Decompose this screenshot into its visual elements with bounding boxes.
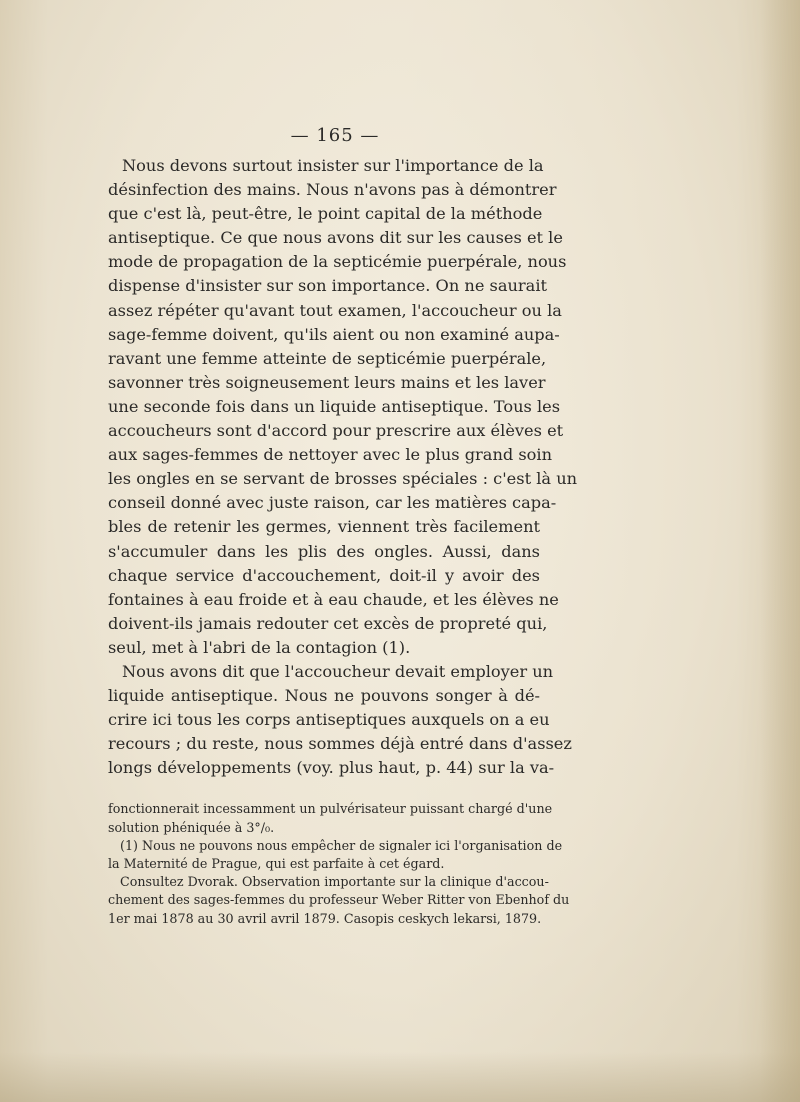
text-line: Nous devons surtout insister sur l'importance de la — [122, 156, 544, 175]
text-line: longs développements (voy. plus haut, p. 44) sur la va- — [108, 758, 555, 778]
text-line: que c'est là, peut-être, le point capital de la méthode — [108, 204, 543, 224]
text-line: aux sages-femmes de nettoyer avec le plus grand soin — [108, 445, 553, 465]
text-line: mode de propagation de la septicémie puerpérale, nous — [108, 252, 567, 272]
text-line: conseil donné avec juste raison, car les matières capa- — [108, 493, 557, 513]
text-line: chaque service d'accouchement, doit-il y avoir des — [108, 565, 540, 585]
text-line: bles de retenir les germes, viennent très facilement — [108, 517, 540, 537]
text-line: doivent-ils jamais redouter cet excès de propreté qui, — [108, 613, 548, 633]
text-line: dispense d'insister sur son importance. On ne saurait — [108, 276, 547, 296]
text-line: seul, met à l'abri de la contagion (1). — [108, 637, 411, 657]
footnotes — [108, 800, 570, 927]
text-line: s'accumuler dans les plis des ongles. Aussi, dans — [108, 541, 540, 561]
text-line: accoucheurs sont d'accord pour prescrire aux élèves et — [108, 421, 564, 441]
page-bottom-shadow — [0, 1052, 800, 1102]
footnote-line: Consultez Dvorak. Observation importante sur la clinique d'accou- — [120, 874, 549, 890]
footnote-line: (1) Nous ne pouvons nous empêcher de signaler ici l'organisation de — [120, 837, 563, 853]
text-line: ravant une femme atteinte de septicémie puerpérale, — [108, 348, 547, 368]
text-line: assez répéter qu'avant tout examen, l'accoucheur ou la — [108, 300, 562, 320]
footnote-line: chement des sages-femmes du professeur Weber Ritter von Ebenhof du — [108, 892, 570, 908]
text-block — [108, 122, 578, 928]
footnote-line: 1er mai 1878 au 30 avril avril 1879. Casopis ceskych lekarsi, 1879. — [108, 910, 542, 926]
text-line: crire ici tous les corps antiseptiques auxquels on a eu — [108, 710, 550, 730]
page-edge-shadow — [760, 0, 800, 1102]
footnote-line: la Maternité de Prague, qui est parfaite à cet égard. — [108, 856, 445, 871]
text-line: antiseptique. Ce que nous avons dit sur les causes et le — [108, 228, 563, 248]
text-line: recours ; du reste, nous sommes déjà entré dans d'assez — [108, 734, 572, 754]
text-line: une seconde fois dans un liquide antiseptique. Tous les — [108, 396, 561, 416]
text-line: liquide antiseptique. Nous ne pouvons songer à dé- — [108, 686, 540, 706]
text-line: désinfection des mains. Nous n'avons pas à démontrer — [108, 180, 557, 200]
text-line: savonner très soigneusement leurs mains et les laver — [108, 372, 546, 392]
page-number: — 165 — — [290, 125, 380, 146]
text-line: sage-femme doivent, qu'ils aient ou non examiné aupa- — [108, 324, 560, 344]
footnote-line: solution phéniquée à 3°/₀. — [108, 819, 275, 835]
main-text — [108, 154, 578, 780]
footnote-line: fonctionnerait incessamment un pulvérisateur puissant chargé d'une — [108, 801, 553, 817]
text-line: les ongles en se servant de brosses spéciales : c'est là un — [108, 469, 578, 489]
text-line: Nous avons dit que l'accoucheur devait employer un — [122, 661, 554, 681]
text-line: fontaines à eau froide et à eau chaude, et les élèves ne — [108, 589, 559, 609]
